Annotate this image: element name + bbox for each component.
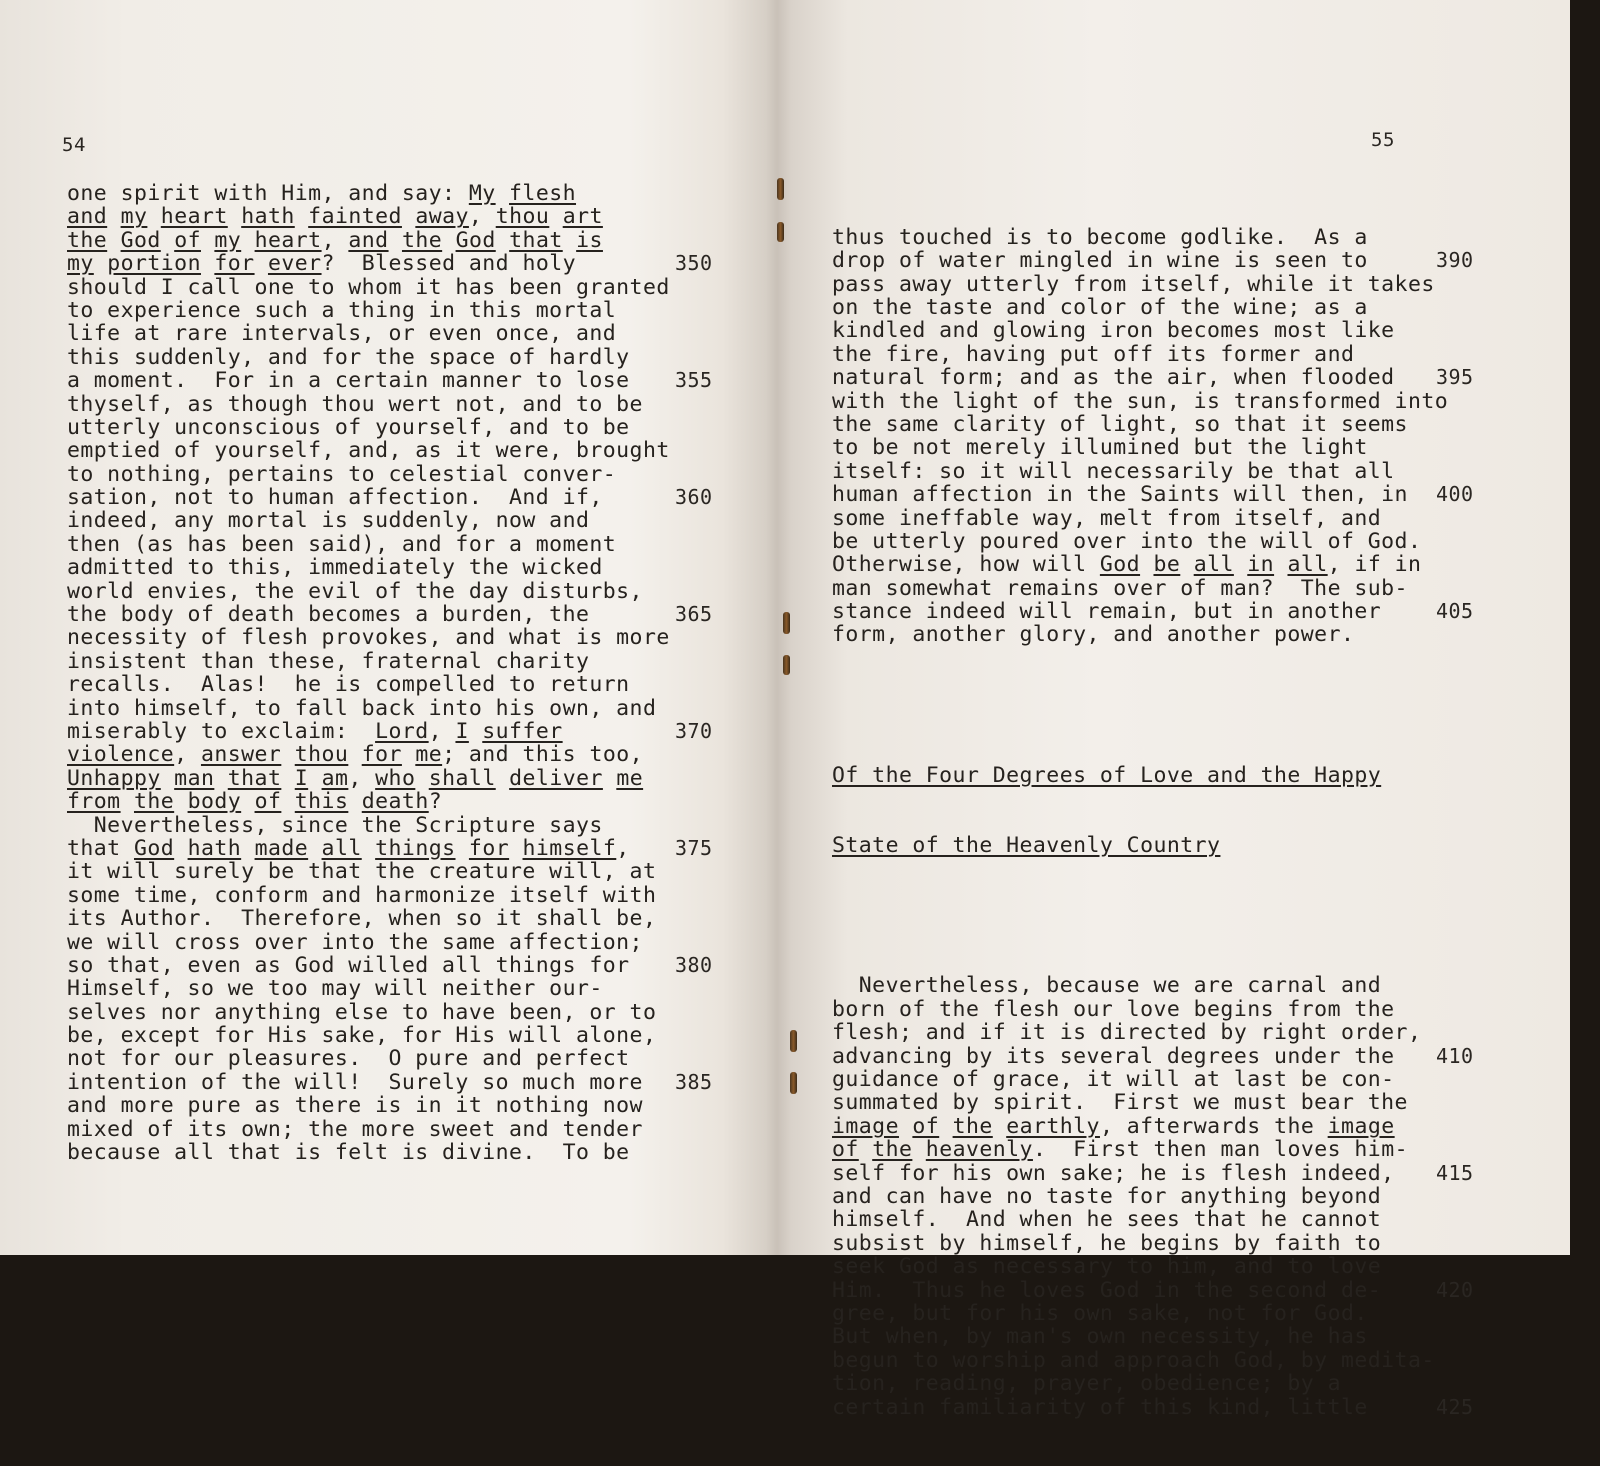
text-line bbox=[832, 460, 1448, 483]
text-line bbox=[67, 368, 713, 394]
line-text: Nevertheless, since the Scripture says bbox=[67, 812, 603, 838]
line-text: selves nor anything else to have been, or to bbox=[67, 999, 657, 1025]
line-text: man somewhat remains over of man? The sub- bbox=[832, 575, 1408, 601]
line-number: 390 bbox=[1436, 248, 1474, 273]
line-number: 360 bbox=[675, 485, 713, 510]
line-text: life at rare intervals, or even once, and bbox=[67, 321, 617, 347]
line-text: Nevertheless, because we are carnal and bbox=[832, 973, 1382, 999]
line-number: 415 bbox=[1436, 1160, 1474, 1185]
line-text: Him. Thus he loves God in the second de- bbox=[832, 1277, 1382, 1303]
text-line bbox=[67, 931, 670, 954]
text-line bbox=[67, 718, 713, 744]
text-line bbox=[67, 229, 670, 252]
line-text: certain familiarity of this kind, little bbox=[832, 1394, 1368, 1420]
line-text: natural form; and as the air, when flooded bbox=[832, 365, 1395, 391]
line-number: 350 bbox=[675, 251, 713, 276]
text-line bbox=[67, 1069, 713, 1095]
text-line bbox=[832, 577, 1448, 600]
text-line bbox=[832, 436, 1448, 459]
line-text: flesh; and if it is directed by right order, bbox=[832, 1020, 1422, 1046]
line-text: because all that is felt is divine. To be bbox=[67, 1140, 630, 1166]
staple bbox=[783, 655, 790, 675]
text-line bbox=[67, 860, 670, 883]
line-text: so that, even as God willed all things for bbox=[67, 952, 630, 978]
line-text: into himself, to fall back into his own, and bbox=[67, 695, 657, 721]
line-text: necessity of flesh provokes, and what is more bbox=[67, 625, 670, 651]
text-line bbox=[67, 673, 670, 696]
text-line bbox=[832, 319, 1448, 342]
line-text: himself. And when he sees that he cannot bbox=[832, 1207, 1382, 1233]
line-text: kindled and glowing iron becomes most like bbox=[832, 318, 1395, 344]
section-heading: State of the Heavenly Country bbox=[832, 833, 1221, 859]
line-text: thus touched is to become godlike. As a bbox=[832, 224, 1368, 250]
text-line bbox=[67, 697, 670, 720]
text-line bbox=[832, 1185, 1448, 1208]
text-line bbox=[67, 509, 670, 532]
text-line bbox=[832, 1208, 1448, 1231]
line-text: then (as has been said), and for a moment bbox=[67, 531, 617, 557]
line-text: Otherwise, how will God be all in all, if in bbox=[832, 552, 1422, 578]
line-text: intention of the will! Surely so much more bbox=[67, 1069, 643, 1095]
text-line bbox=[67, 1047, 670, 1070]
text-line bbox=[832, 1232, 1448, 1255]
line-text: subsist by himself, he begins by faith to bbox=[832, 1230, 1382, 1256]
text-line bbox=[832, 507, 1448, 530]
line-text: image of the earthly, afterwards the image bbox=[832, 1113, 1395, 1139]
text-line bbox=[832, 1021, 1448, 1044]
line-text: advancing by its several degrees under the bbox=[832, 1043, 1395, 1069]
text-line bbox=[67, 1118, 670, 1141]
section-heading: Of the Four Degrees of Love and the Happy bbox=[832, 762, 1382, 788]
text-line bbox=[832, 623, 1448, 646]
text-line bbox=[67, 767, 670, 790]
line-text: the God of my heart, and the God that is bbox=[67, 227, 603, 253]
line-text: self for his own sake; he is flesh indeed, bbox=[832, 1160, 1395, 1186]
text-line bbox=[832, 1091, 1448, 1114]
line-number: 425 bbox=[1436, 1394, 1474, 1419]
text-line bbox=[832, 998, 1448, 1021]
line-text: one spirit with Him, and say: My flesh bbox=[67, 181, 577, 206]
line-text: guidance of grace, it will at last be con- bbox=[832, 1067, 1395, 1093]
text-line bbox=[832, 296, 1448, 319]
line-number: 410 bbox=[1436, 1043, 1474, 1068]
text-line bbox=[832, 365, 1474, 391]
text-line bbox=[832, 553, 1448, 576]
text-line bbox=[67, 393, 670, 416]
text-line bbox=[67, 626, 670, 649]
line-text: the body of death becomes a burden, the bbox=[67, 602, 590, 628]
section-heading-line bbox=[832, 834, 1448, 857]
line-text: and my heart hath fainted away, thou art bbox=[67, 204, 603, 230]
text-line bbox=[67, 463, 670, 486]
text-line bbox=[67, 977, 670, 1000]
line-text: Unhappy man that I am, who shall deliver me bbox=[67, 765, 644, 791]
text-line bbox=[67, 1001, 670, 1024]
text-line bbox=[67, 1024, 670, 1047]
text-line bbox=[67, 346, 670, 369]
line-text: that God hath made all things for himself, bbox=[67, 835, 630, 861]
text-line bbox=[67, 650, 670, 673]
text-line bbox=[832, 390, 1448, 413]
staple bbox=[783, 612, 790, 634]
text-line bbox=[832, 343, 1448, 366]
line-text: my portion for ever? Blessed and holy bbox=[67, 251, 577, 277]
text-line bbox=[832, 1160, 1474, 1186]
line-number: 395 bbox=[1436, 365, 1474, 390]
text-line bbox=[67, 602, 713, 628]
line-text: should I call one to whom it has been granted bbox=[67, 274, 670, 300]
line-text: itself: so it will necessarily be that all bbox=[832, 458, 1395, 484]
line-text: to be not merely illumined but the light bbox=[832, 435, 1368, 461]
text-line bbox=[67, 439, 670, 462]
line-text: emptied of yourself, and, as it were, brought bbox=[67, 438, 670, 464]
line-text: begun to worship and approach God, by medita- bbox=[832, 1347, 1435, 1373]
left-page bbox=[0, 0, 780, 1255]
line-text: tion, reading, prayer, obedience; by a bbox=[832, 1371, 1341, 1397]
line-text: seek God as necessary to him, and to love bbox=[832, 1254, 1382, 1280]
line-number: 380 bbox=[675, 952, 713, 977]
text-line bbox=[67, 1094, 670, 1117]
line-text: miserably to exclaim: Lord, I suffer bbox=[67, 718, 563, 744]
line-text: born of the flesh our love begins from the bbox=[832, 996, 1395, 1022]
line-text: utterly unconscious of yourself, and to be bbox=[67, 414, 630, 440]
text-line bbox=[67, 416, 670, 439]
line-text: of the heavenly. First then man loves him- bbox=[832, 1137, 1408, 1163]
text-line bbox=[832, 273, 1448, 296]
line-text: with the light of the sun, is transformed into bbox=[832, 388, 1449, 414]
line-text: be utterly poured over into the will of God. bbox=[832, 528, 1422, 554]
text-line bbox=[832, 226, 1448, 249]
text-line bbox=[67, 205, 670, 228]
text-line bbox=[832, 1325, 1448, 1348]
line-text: insistent than these, fraternal charity bbox=[67, 648, 590, 674]
text-line bbox=[67, 276, 670, 299]
text-line bbox=[832, 1068, 1448, 1091]
line-number: 375 bbox=[675, 835, 713, 860]
text-line bbox=[832, 599, 1474, 625]
page-number: 55 bbox=[1371, 129, 1395, 151]
text-line bbox=[832, 974, 1448, 997]
text-line bbox=[832, 1115, 1448, 1138]
line-text: we will cross over into the same affection; bbox=[67, 929, 643, 955]
line-text: summated by spirit. First we must bear the bbox=[832, 1090, 1408, 1116]
line-text: a moment. For in a certain manner to lose bbox=[67, 368, 630, 394]
left-page-text bbox=[67, 181, 713, 1166]
line-number: 420 bbox=[1436, 1277, 1474, 1302]
line-text: Himself, so we too may will neither our- bbox=[67, 976, 603, 1002]
text-line bbox=[67, 743, 670, 766]
line-text: be, except for His sake, for His will alone, bbox=[67, 1023, 657, 1049]
text-line bbox=[832, 1372, 1448, 1395]
line-text: sation, not to human affection. And if, bbox=[67, 485, 603, 511]
line-text: and can have no taste for anything beyond bbox=[832, 1183, 1382, 1209]
text-line bbox=[832, 1043, 1474, 1069]
section-heading-line bbox=[832, 764, 1448, 787]
line-number: 355 bbox=[675, 368, 713, 393]
line-text: gree, but for his own sake, not for God. bbox=[832, 1300, 1368, 1326]
line-text: its Author. Therefore, when so it shall be, bbox=[67, 906, 657, 932]
text-line bbox=[67, 182, 670, 205]
line-text: human affection in the Saints will then, in bbox=[832, 482, 1408, 508]
text-line bbox=[832, 1302, 1448, 1325]
right-page-body-bottom bbox=[832, 973, 1474, 1420]
line-number: 370 bbox=[675, 718, 713, 743]
line-text: it will surely be that the creature will, at bbox=[67, 859, 657, 885]
text-line bbox=[67, 907, 670, 930]
text-line bbox=[832, 1277, 1474, 1303]
line-number: 365 bbox=[675, 602, 713, 627]
line-text: on the taste and color of the wine; as a bbox=[832, 294, 1368, 320]
line-text: not for our pleasures. O pure and perfect bbox=[67, 1046, 630, 1072]
line-text: But when, by man's own necessity, he has bbox=[832, 1324, 1368, 1350]
right-page bbox=[800, 0, 1570, 1420]
line-text: stance indeed will remain, but in another bbox=[832, 599, 1382, 625]
text-line bbox=[67, 580, 670, 603]
text-line bbox=[67, 533, 670, 556]
text-line bbox=[67, 485, 713, 511]
text-line bbox=[832, 482, 1474, 508]
right-page-text bbox=[832, 179, 1474, 1466]
line-text: mixed of its own; the more sweet and tender bbox=[67, 1116, 643, 1142]
right-page-body-top bbox=[832, 224, 1474, 648]
line-text: form, another glory, and another power. bbox=[832, 622, 1355, 648]
line-text: the same clarity of light, so that it seems bbox=[832, 411, 1408, 437]
line-text: and more pure as there is in it nothing now bbox=[67, 1093, 643, 1119]
line-text: indeed, any mortal is suddenly, now and bbox=[67, 508, 590, 534]
text-line bbox=[67, 814, 670, 837]
line-text: thyself, as though thou wert not, and to be bbox=[67, 391, 643, 417]
line-text: some time, conform and harmonize itself with bbox=[67, 882, 657, 908]
line-text: from the body of this death? bbox=[67, 789, 443, 815]
line-text: to nothing, pertains to celestial conver- bbox=[67, 461, 617, 487]
text-line bbox=[67, 952, 713, 978]
line-text: drop of water mingled in wine is seen to bbox=[832, 248, 1368, 274]
text-line bbox=[832, 1394, 1474, 1420]
line-text: recalls. Alas! he is compelled to return bbox=[67, 672, 630, 698]
text-line bbox=[832, 530, 1448, 553]
page-number: 54 bbox=[62, 134, 86, 156]
text-line bbox=[832, 1349, 1448, 1372]
line-text: to experience such a thing in this mortal bbox=[67, 297, 617, 323]
text-line bbox=[832, 1138, 1448, 1161]
line-number: 400 bbox=[1436, 482, 1474, 507]
line-number: 405 bbox=[1436, 599, 1474, 624]
text-line bbox=[67, 1141, 670, 1164]
line-text: the fire, having put off its former and bbox=[832, 341, 1355, 367]
staple bbox=[790, 1030, 797, 1052]
line-text: world envies, the evil of the day disturbs, bbox=[67, 578, 643, 604]
text-line bbox=[67, 251, 713, 277]
text-line bbox=[67, 790, 670, 813]
text-line bbox=[832, 248, 1474, 274]
text-line bbox=[67, 556, 670, 579]
staple bbox=[790, 1072, 797, 1094]
text-line bbox=[67, 299, 670, 322]
text-line bbox=[832, 413, 1448, 436]
text-line bbox=[67, 322, 670, 345]
line-text: pass away utterly from itself, while it takes bbox=[832, 271, 1435, 297]
line-text: some ineffable way, melt from itself, and bbox=[832, 505, 1382, 531]
line-number: 385 bbox=[675, 1069, 713, 1094]
line-text: admitted to this, immediately the wicked bbox=[67, 555, 603, 581]
line-text: this suddenly, and for the space of hardly bbox=[67, 344, 630, 370]
text-line bbox=[67, 884, 670, 907]
text-line bbox=[67, 835, 713, 861]
line-text: violence, answer thou for me; and this too, bbox=[67, 742, 644, 768]
